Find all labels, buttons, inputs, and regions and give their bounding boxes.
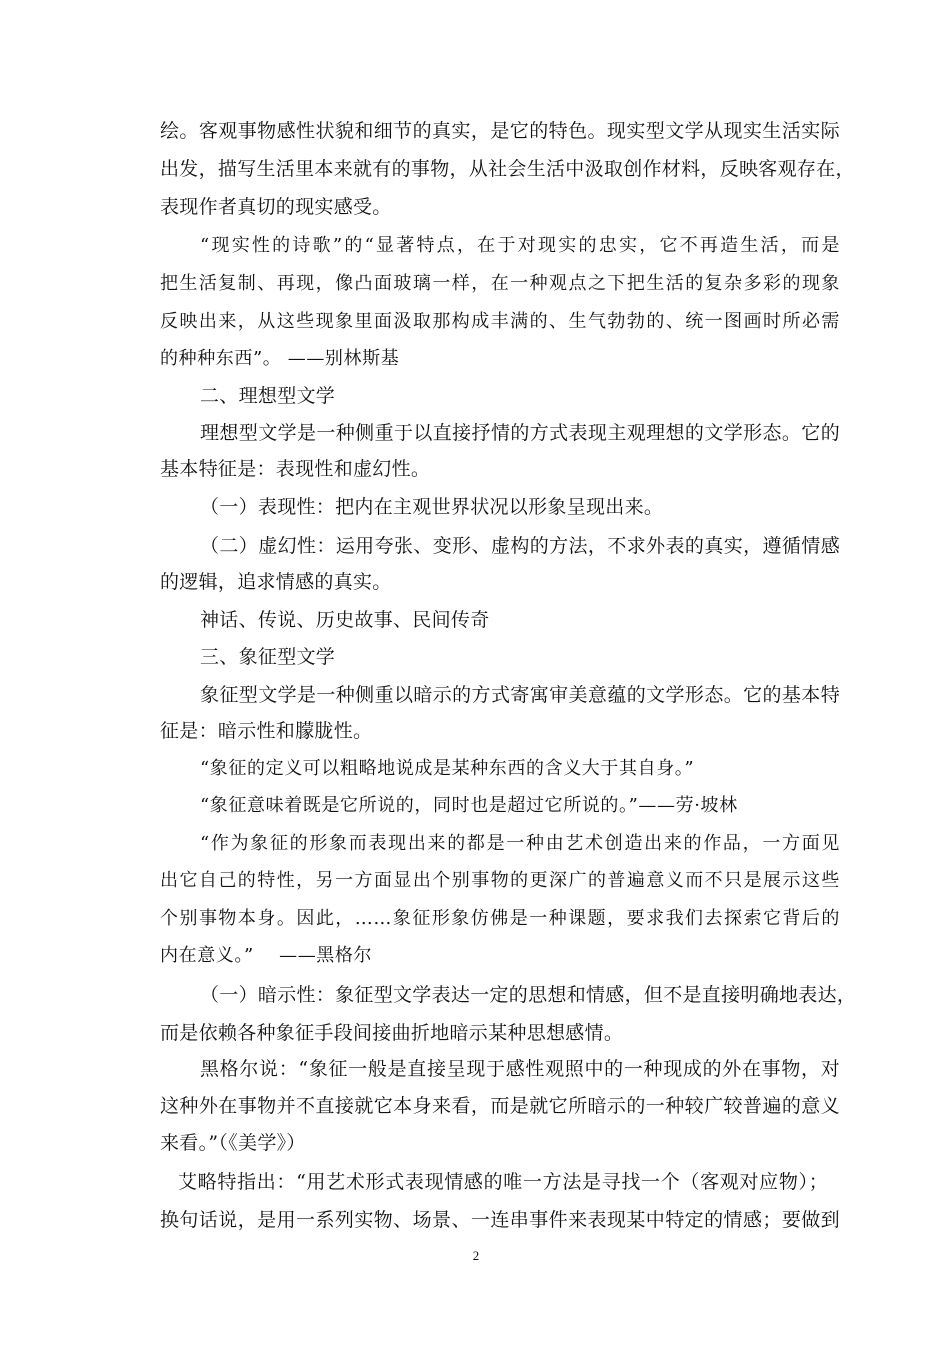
text-line: 来看。”（《美学》）: [160, 1132, 306, 1154]
text-line: 征是：暗示性和朦胧性。: [160, 720, 373, 742]
quote-line: 把生活复制、再现，像凸面玻璃一样，在一种观点之下把生活的复杂多彩的现象: [160, 273, 840, 294]
quote-line: 反映出来，从这些现象里面汲取那构成丰满的、生气勃勃的、统一图画时所必需: [160, 311, 840, 332]
text-line: （一）表现性：把内在主观世界状况以形象呈现出来。: [200, 496, 664, 518]
text-line: （一）暗示性：象征型文学表达一定的思想和情感，但不是直接明确地表达，: [200, 984, 857, 1006]
quote-line: “象征意味着既是它所说的，同时也是超过它所说的。”——劳·坡林: [200, 795, 738, 816]
text-line: 表现作者真切的现实感受。: [160, 196, 392, 218]
text-line: 神话、传说、历史故事、民间传奇: [200, 609, 490, 631]
quote-line: “作为象征的形象而表现出来的都是一种由艺术创造出来的作品，一方面见: [200, 833, 840, 854]
quote-line: 的种种东西”。 ——别林斯基: [160, 348, 400, 369]
text-line: 艾略特指出：“用艺术形式表现情感的唯一方法是寻找一个（客观对应物）；: [178, 1171, 828, 1193]
text-line: 理想型文学是一种侧重于以直接抒情的方式表现主观理想的文学形态。它的: [200, 422, 840, 444]
text-line: 换句话说，是用一系列实物、场景、一连串事件来表现某中特定的情感；要做到: [160, 1209, 840, 1231]
text-line: 基本特征是：表现性和虚幻性。: [160, 458, 431, 480]
quote-line: 出它自己的特性，另一方面显出个别事物的更深广的普遍意义而不只是展示这些: [160, 870, 840, 891]
text-line: （二）虚幻性：运用夸张、变形、虚构的方法，不求外表的真实，遵循情感: [200, 535, 840, 557]
text-line: 象征型文学是一种侧重以暗示的方式寄寓审美意蕴的文学形态。它的基本特: [200, 684, 840, 706]
quote-line: 内在意义。” ——黑格尔: [160, 945, 373, 966]
page-number: 2: [472, 1248, 480, 1263]
quote-line: “象征的定义可以粗略地说成是某种东西的含义大于其自身。”: [200, 758, 695, 779]
text-line: 而是依赖各种象征手段间接曲折地暗示某种思想感情。: [160, 1022, 624, 1044]
section-heading: 三、象征型文学: [200, 646, 336, 668]
text-line: 出发，描写生活里本来就有的事物，从社会生活中汲取创作材料，反映客观存在，: [160, 158, 855, 180]
quote-line: “现实性的诗歌”的“显著特点，在于对现实的忠实，它不再造生活，而是: [200, 235, 840, 256]
text-line: 绘。客观事物感性状貌和细节的真实，是它的特色。现实型文学从现实生活实际: [160, 120, 840, 142]
section-heading: 二、理想型文学: [200, 385, 336, 407]
text-line: 这种外在事物并不直接就它本身来看，而是就它所暗示的一种较广较普遍的意义: [160, 1095, 840, 1117]
text-line: 黑格尔说：“象征一般是直接呈现于感性观照中的一种现成的外在事物，对: [200, 1058, 840, 1080]
text-line: 的逻辑，追求情感的真实。: [160, 571, 392, 593]
quote-line: 个别事物本身。因此，……象征形象仿佛是一种课题，要求我们去探索它背后的: [160, 908, 840, 929]
